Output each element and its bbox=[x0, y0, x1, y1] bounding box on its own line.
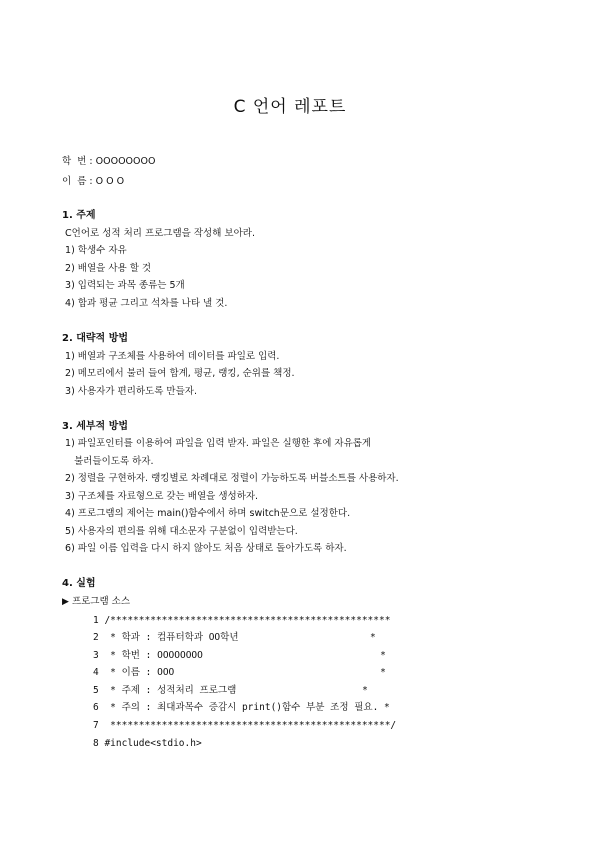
section-3-heading: 3. 세부적 방법 bbox=[62, 421, 129, 432]
section-1-item: 4) 합과 평균 그리고 석차를 나타 낼 것. bbox=[62, 298, 228, 309]
section-2-item: 3) 사용자가 편리하도록 만들자. bbox=[62, 386, 197, 397]
student-name-label: 이 름 : bbox=[62, 176, 96, 187]
section-3-item: 5) 사용자의 편의를 위해 대소문자 구분없이 입력받는다. bbox=[62, 526, 298, 537]
code-line: 5 * 주제 : 성적처리 프로그램 * bbox=[93, 685, 368, 696]
section-3-item: 1) 파일포인터를 이용하여 파일을 입력 받자. 파일은 실행한 후에 자유롭게 bbox=[62, 438, 372, 449]
student-name-row bbox=[62, 176, 124, 188]
section-3-item: 4) 프로그램의 제어는 main()함수에서 하며 switch문으로 설정한다. bbox=[62, 508, 351, 519]
section-2-heading: 2. 대략적 방법 bbox=[62, 333, 129, 344]
code-line: 4 * 이름 : OOO * bbox=[93, 667, 386, 678]
code-line: 7 *************************************************/ bbox=[93, 720, 397, 731]
section-2-item: 1) 배열과 구조체를 사용하여 데이터를 파일로 입력. bbox=[62, 351, 280, 362]
section-1-item: 2) 배열을 사용 할 것 bbox=[62, 263, 152, 274]
section-2-item: 2) 메모리에서 불러 들여 합계, 평균, 랭킹, 순위를 책정. bbox=[62, 368, 295, 379]
section-4-heading: 4. 실험 bbox=[62, 578, 96, 589]
student-name-value: O O O bbox=[95, 176, 125, 187]
code-line: 1 /************************************************* bbox=[93, 615, 391, 626]
student-id-row bbox=[62, 156, 155, 168]
section-3-item: 6) 파일 이름 입력을 다시 하지 않아도 처음 상태로 돌아가도록 하자. bbox=[62, 543, 347, 554]
code-line: 6 * 주의 : 최대과목수 증감시 print()함수 부분 조정 필요. * bbox=[93, 702, 390, 713]
code-line: 3 * 학번 : OOOOOOOO * bbox=[93, 650, 386, 661]
section-3-item: 불러들이도록 하자. bbox=[62, 456, 154, 467]
section-1-item: C언어로 성적 처리 프로그램을 작성해 보아라. bbox=[62, 228, 255, 239]
page-title: C 언어 레포트 bbox=[233, 97, 347, 117]
triangle-right-icon: ▶ bbox=[62, 597, 69, 607]
section-1-item: 1) 학생수 자유 bbox=[62, 245, 127, 256]
section-3-item: 3) 구조체를 자료형으로 갖는 배열을 생성하자. bbox=[62, 491, 259, 502]
program-source-heading bbox=[62, 596, 130, 608]
code-line: 2 * 학과 : 컴퓨터학과 OO학년 * bbox=[93, 632, 376, 643]
program-source-label: 프로그램 소스 bbox=[68, 596, 131, 607]
section-3-item: 2) 정렬을 구현하자. 랭킹별로 차례대로 정렬이 가능하도록 버블소트를 사용하자. bbox=[62, 473, 399, 484]
section-1-heading: 1. 주제 bbox=[62, 210, 96, 221]
section-1-item: 3) 입력되는 과목 종류는 5개 bbox=[62, 280, 185, 291]
student-id-value: OOOOOOOO bbox=[95, 156, 156, 167]
student-id-label: 학 번 : bbox=[62, 156, 96, 167]
code-line: 8 #include<stdio.h> bbox=[93, 738, 202, 749]
